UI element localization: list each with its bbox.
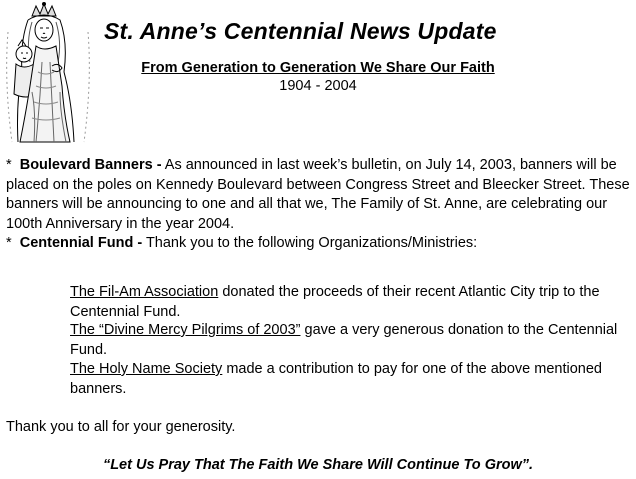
organization-name: The Fil-Am Association	[70, 284, 219, 300]
page-subtitle: From Generation to Generation We Share Our Faith	[141, 60, 495, 76]
organization-name: The “Divine Mercy Pilgrims of 2003”	[70, 322, 301, 338]
page-title: St. Anne’s Centennial News Update	[104, 18, 497, 44]
centennial-fund-paragraph	[6, 234, 632, 254]
boulevard-banners-paragraph	[6, 156, 632, 234]
closing-prayer: “Let Us Pray That The Faith We Share Will Continue To Grow”.	[102, 457, 534, 473]
organization-entry	[70, 360, 630, 399]
bullet: *	[6, 157, 12, 173]
boulevard-banners-heading: Boulevard Banners -	[19, 157, 162, 173]
thank-you-note: Thank you to all for your generosity.	[6, 419, 236, 435]
centennial-fund-text: Thank you to the following Organizations/Ministries:	[145, 235, 478, 251]
organization-name: The Holy Name Society	[70, 361, 223, 377]
bullet: *	[6, 235, 12, 251]
organization-text: gave a very generous donation to the Centennial Fund.	[70, 322, 618, 358]
centennial-fund-heading: Centennial Fund -	[19, 235, 143, 251]
organization-entry	[70, 283, 630, 322]
st-anne-illustration	[2, 2, 94, 150]
organization-text: made a contribution to pay for one of the above mentioned banners.	[70, 361, 602, 397]
boulevard-banners-text: As announced in last week’s bulletin, on July 14, 2003, banners will be placed on the poles on Kennedy Boulevard between Congress Street and Bleecker Street. These banners will be announcing to one and all that we, The Family of St. Anne, are celebrating our 100th Anniversary in the year 2004.	[6, 157, 630, 232]
organization-entry	[70, 321, 630, 360]
organization-text: donated the proceeds of their recent Atlantic City trip to the Centennial Fund.	[70, 284, 600, 320]
centennial-years: 1904 - 2004	[279, 78, 357, 94]
